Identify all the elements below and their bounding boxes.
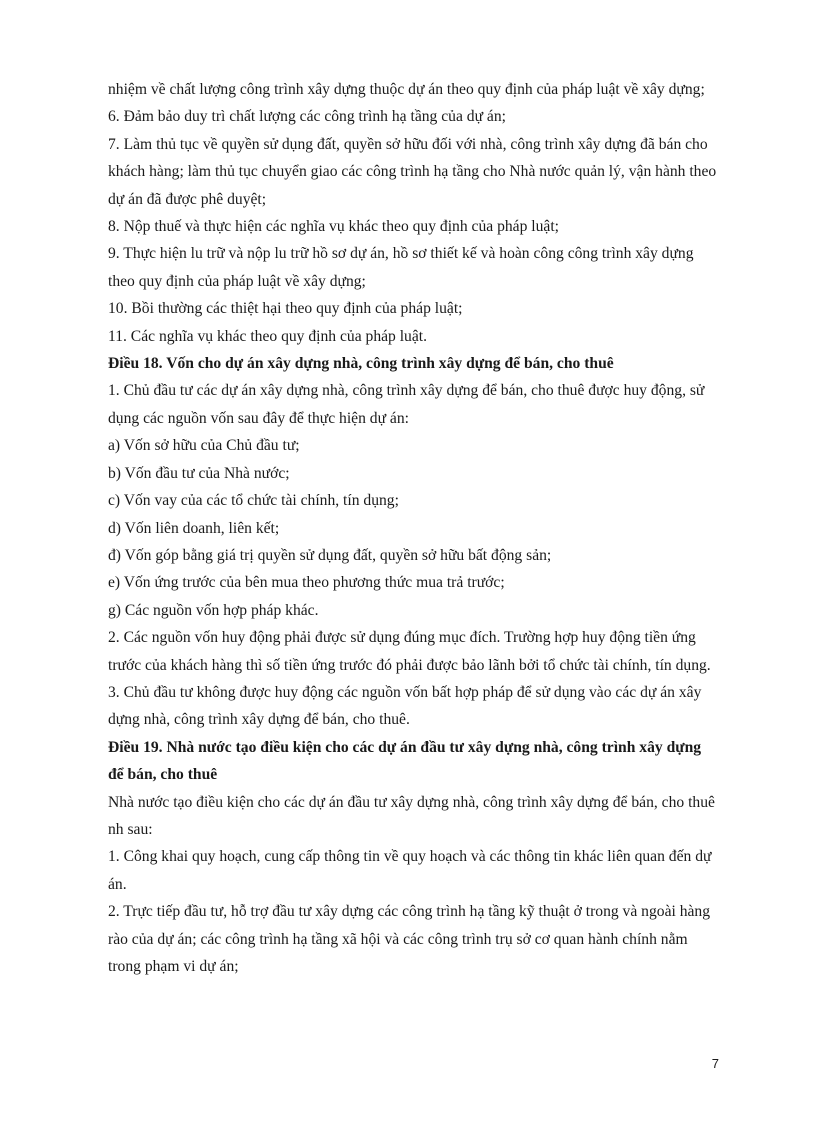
paragraph-13: d) Vốn liên doanh, liên kết; [108, 519, 280, 537]
paragraph-5: 9. Thực hiện lu trữ và nộp lu trữ hồ sơ dự án, hồ sơ thiết kế và hoàn công công trình xây dựng theo quy định của pháp luật về xây dựng; [108, 245, 694, 290]
paragraph-11: b) Vốn đầu tư của Nhà nước; [108, 464, 290, 482]
paragraph-20: Nhà nước tạo điều kiện cho các dự án đầu tư xây dựng nhà, công trình xây dựng để bán, cho thuê nh sau: [108, 793, 715, 838]
paragraph-4: 8. Nộp thuế và thực hiện các nghĩa vụ khác theo quy định của pháp luật; [108, 218, 560, 236]
paragraph-16: g) Các nguồn vốn hợp pháp khác. [108, 601, 319, 619]
article-19-heading: Điều 19. Nhà nước tạo điều kiện cho các dự án đầu tư xây dựng nhà, công trình xây dựng để bán, cho thuê [108, 738, 702, 784]
paragraph-1: nhiệm về chất lượng công trình xây dựng thuộc dự án theo quy định của pháp luật về xây dựng; [108, 81, 705, 98]
paragraph-10: a) Vốn sở hữu của Chủ đầu tư; [108, 437, 300, 455]
paragraph-7: 11. Các nghĩa vụ khác theo quy định của pháp luật. [108, 327, 428, 345]
article-18-heading: Điều 18. Vốn cho dự án xây dựng nhà, công trình xây dựng để bán, cho thuê [108, 355, 614, 373]
paragraph-17: 2. Các nguồn vốn huy động phải được sử dụng đúng mục đích. Trường hợp huy động tiền ứng trước của khách hàng thì số tiền ứng trước đó phải được bảo lãnh bởi tổ chức tài chính, tín dụng. [108, 629, 711, 674]
paragraph-15: e) Vốn ứng trước của bên mua theo phương thức mua trả trước; [108, 574, 505, 592]
paragraph-3: 7. Làm thủ tục về quyền sử dụng đất, quyền sở hữu đối với nhà, công trình xây dựng đã bán cho khách hàng; làm thủ tục chuyển giao các công trình hạ tầng cho Nhà nước quản lý, vận hành theo dự án đã được phê duyệt; [108, 135, 717, 208]
paragraph-18: 3. Chủ đầu tư không được huy động các nguồn vốn bất hợp pháp để sử dụng vào các dự án xây dựng nhà, công trình xây dựng để bán, cho thuê. [108, 683, 702, 729]
paragraph-21: 1. Công khai quy hoạch, cung cấp thông tin về quy hoạch và các thông tin khác liên quan đến dự án. [108, 848, 712, 893]
paragraph-14: đ) Vốn góp bằng giá trị quyền sử dụng đất, quyền sở hữu bất động sản; [108, 546, 552, 564]
paragraph-2: 6. Đảm bảo duy trì chất lượng các công trình hạ tầng của dự án; [108, 108, 506, 126]
paragraph-6: 10. Bồi thường các thiệt hại theo quy định của pháp luật; [108, 300, 463, 318]
page-number: 7 [711, 1056, 719, 1071]
paragraph-12: c) Vốn vay của các tổ chức tài chính, tín dụng; [108, 492, 399, 510]
paragraph-9: 1. Chủ đầu tư các dự án xây dựng nhà, công trình xây dựng để bán, cho thuê được huy động, sử dụng các nguồn vốn sau đây để thực hiện dự án: [108, 382, 705, 427]
paragraph-22: 2. Trực tiếp đầu tư, hỗ trợ đầu tư xây dựng các công trình hạ tầng kỹ thuật ở trong và ngoài hàng rào của dự án; các công trình hạ tầng xã hội và các công trình trụ sở cơ quan hành chính nằm trong phạm vi dự án; [108, 903, 711, 975]
document-body [108, 76, 720, 980]
